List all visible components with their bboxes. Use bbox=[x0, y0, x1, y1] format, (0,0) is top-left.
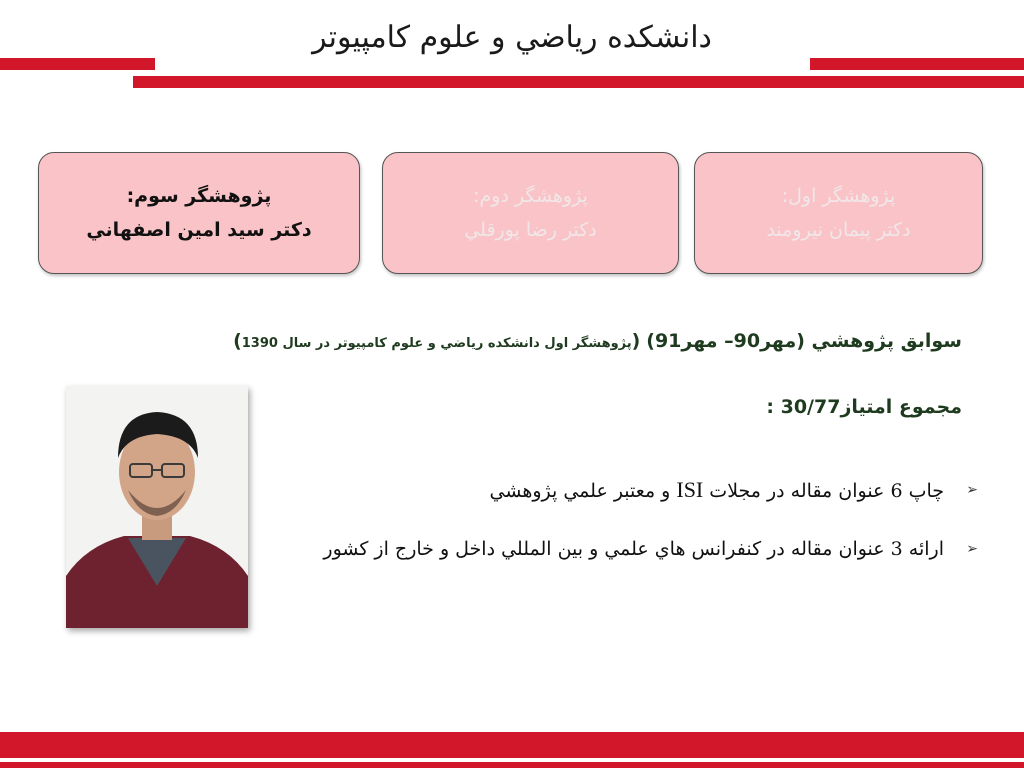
research-record-note: پژوهشگر اول دانشکده رياضي و علوم کامپيوتر در سال 1390 bbox=[241, 336, 632, 351]
bullet-latin: ISI bbox=[676, 477, 704, 502]
researcher-photo bbox=[66, 386, 248, 628]
paren-open: ( bbox=[631, 330, 641, 352]
header-bar-right bbox=[810, 58, 1024, 70]
bullet-text-before: چاپ 6 عنوان مقاله در مجلات bbox=[703, 480, 944, 502]
list-item bbox=[278, 472, 978, 509]
footer-bar-thin bbox=[0, 762, 1024, 768]
researcher-name: دکتر رضا پورقلي bbox=[464, 219, 597, 241]
researcher-title: پژوهشگر اول: bbox=[781, 185, 896, 207]
researcher-title: پژوهشگر سوم: bbox=[126, 185, 272, 207]
researcher-name: دکتر سيد امين اصفهاني bbox=[86, 219, 312, 241]
researcher-card-first[interactable] bbox=[694, 152, 983, 274]
header-bar-long bbox=[133, 76, 1024, 88]
researcher-name: دکتر پيمان نيرومند bbox=[766, 219, 911, 241]
achievements-list bbox=[278, 472, 978, 589]
research-record-heading bbox=[233, 330, 962, 352]
total-score: مجموع امتياز30/77 : bbox=[766, 396, 962, 418]
bullet-text: ارائه 3 عنوان مقاله در کنفرانس هاي علمي و بين المللي داخل و خارج از کشور bbox=[323, 538, 944, 560]
header-bar-left bbox=[0, 58, 155, 70]
arrow-bullet-icon: ➢ bbox=[966, 482, 978, 498]
footer-bar bbox=[0, 732, 1024, 758]
page-title: دانشکده رياضي و علوم کامپيوتر bbox=[312, 20, 712, 55]
list-item bbox=[278, 531, 978, 567]
paren-close: ) bbox=[233, 330, 242, 352]
arrow-bullet-icon: ➢ bbox=[966, 541, 978, 557]
researcher-card-third[interactable] bbox=[38, 152, 360, 274]
bullet-text-after: و معتبر علمي پژوهشي bbox=[489, 480, 677, 502]
researcher-title: پژوهشگر دوم: bbox=[473, 185, 588, 207]
research-record-title: سوابق پژوهشي (مهر90– مهر91) bbox=[646, 330, 962, 352]
researcher-card-second[interactable] bbox=[382, 152, 679, 274]
